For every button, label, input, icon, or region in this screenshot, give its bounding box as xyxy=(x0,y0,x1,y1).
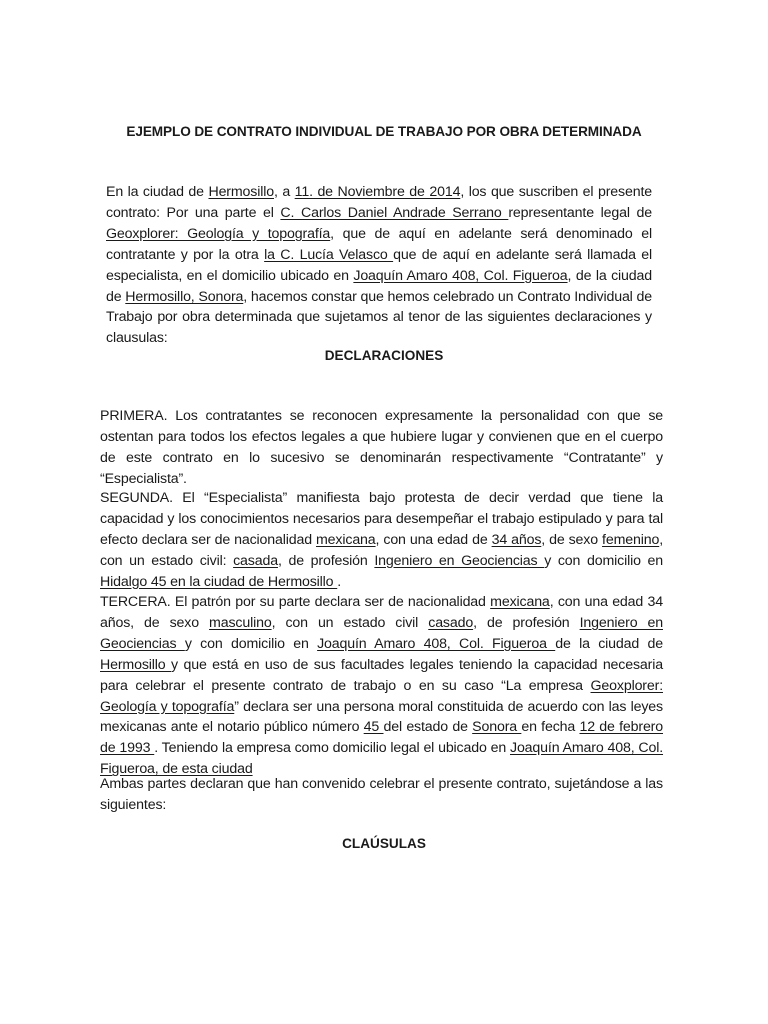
text-run: . Teniendo la empresa como domicilio legal el ubicado en xyxy=(154,740,510,757)
text-run: del estado de xyxy=(383,719,473,736)
text-run: , de profesión xyxy=(277,552,375,569)
declaraciones-heading: DECLARACIONES xyxy=(324,348,444,363)
underlined-field: femenino xyxy=(602,531,660,548)
underlined-field: casada xyxy=(233,552,278,569)
underlined-field: casado xyxy=(428,614,474,631)
text-run: TERCERA. El patrón por su parte declara ser de nacionalidad xyxy=(100,594,491,610)
document-title: EJEMPLO DE CONTRATO INDIVIDUAL DE TRABAJO POR OBRA DETERMINADA xyxy=(126,124,642,139)
text-run: Ambas partes declaran que han convenido celebrar el presente contrato, sujetándose a las siguientes: xyxy=(100,776,663,813)
text-run: que de aquí en adelante será llamada el especialista, en el domicilio ubicado en xyxy=(106,246,652,284)
text-run: ” declara ser una persona moral constituida de acuerdo con las leyes mexicanas ante el notario público número xyxy=(100,698,663,736)
segunda-paragraph xyxy=(100,488,663,593)
underlined-field: Ingeniero en Geociencias xyxy=(100,614,663,652)
text-run: , con una edad 34 años, de sexo xyxy=(100,594,663,631)
text-run: , que de aquí en adelante será denominado el contratante y por la otra xyxy=(106,225,652,263)
text-run: En la ciudad de xyxy=(106,184,209,200)
text-run: y con domicilio en xyxy=(184,635,318,652)
text-run: en fecha xyxy=(521,719,580,736)
underlined-field: Geoxplorer: Geología y topografía xyxy=(100,677,663,715)
text-run: . xyxy=(337,573,342,590)
primera-paragraph xyxy=(100,406,663,490)
underlined-field: Hermosillo xyxy=(100,656,172,673)
underlined-field: Hidalgo 45 en la ciudad de Hermosillo xyxy=(100,573,338,590)
underlined-field: masculino xyxy=(209,614,272,631)
text-run: y con domicilio en xyxy=(544,552,663,569)
underlined-field: Geoxplorer: Geología y topografía xyxy=(106,225,331,242)
text-run: representante legal de xyxy=(508,204,653,221)
ambas-paragraph xyxy=(100,774,663,816)
underlined-field: C. Carlos Daniel Andrade Serrano xyxy=(280,204,509,221)
text-run: , a xyxy=(273,184,295,200)
underlined-field: Hermosillo xyxy=(208,184,274,200)
text-run: , con un estado civil: xyxy=(100,531,663,569)
underlined-field: mexicana xyxy=(316,531,376,548)
underlined-field: Joaquín Amaro 408, Col. Figueroa xyxy=(317,635,556,652)
text-run: , con una edad de xyxy=(375,531,492,548)
clausulas-heading: CLAÚSULAS xyxy=(342,836,426,851)
underlined-field: 34 años xyxy=(491,531,542,548)
text-run: , los que suscriben el presente contrato: Por una parte el xyxy=(106,184,652,221)
underlined-field: 11. de Noviembre de 2014 xyxy=(294,184,461,200)
underlined-field: Joaquín Amaro 408, Col. Figueroa xyxy=(353,267,568,284)
text-run: , hacemos constar que hemos celebrado un Contrato Individual de Trabajo por obra determinada que sujetamos al tenor de las siguientes declaraciones y clausulas: xyxy=(106,288,652,347)
text-run: , de profesión xyxy=(473,614,580,631)
underlined-field: mexicana xyxy=(490,594,550,610)
text-run: PRIMERA. Los contratantes se reconocen expresamente la personalidad con que se ostentan para todos los efectos legales a que hubiere lugar y convienen que en el cuerpo de este contrato en lo sucesivo se denominarán respectivamente “Contratante” y “Especialista”. xyxy=(100,408,663,487)
intro-paragraph xyxy=(106,182,652,349)
underlined-field: 12 de febrero de 1993 xyxy=(100,719,663,757)
underlined-field: 45 xyxy=(363,719,384,736)
text-run: , de la ciudad de xyxy=(106,267,652,305)
text-run: y que está en uso de sus facultades legales teniendo la capacidad necesaria para celebrar el presente contrato de trabajo o en su caso “La empresa xyxy=(100,656,663,694)
underlined-field: Joaquín Amaro 408, Col. Figueroa, de esta ciudad xyxy=(100,740,664,778)
underlined-field: Hermosillo, Sonora xyxy=(125,288,244,305)
tercera-paragraph xyxy=(100,592,663,780)
text-run: , de sexo xyxy=(541,531,603,548)
text-run: de la ciudad de xyxy=(555,635,664,652)
underlined-field: Sonora xyxy=(472,719,522,736)
underlined-field: la C. Lucía Velasco xyxy=(264,246,394,263)
text-run: , con un estado civil xyxy=(271,614,429,631)
underlined-field: Ingeniero en Geociencias xyxy=(374,552,545,569)
text-run: SEGUNDA. El “Especialista” manifiesta bajo protesta de decir verdad que tiene la capacidad y los conocimientos necesarios para desempeñar el trabajo estipulado y para tal efecto declara ser de nacionalidad xyxy=(100,490,663,548)
